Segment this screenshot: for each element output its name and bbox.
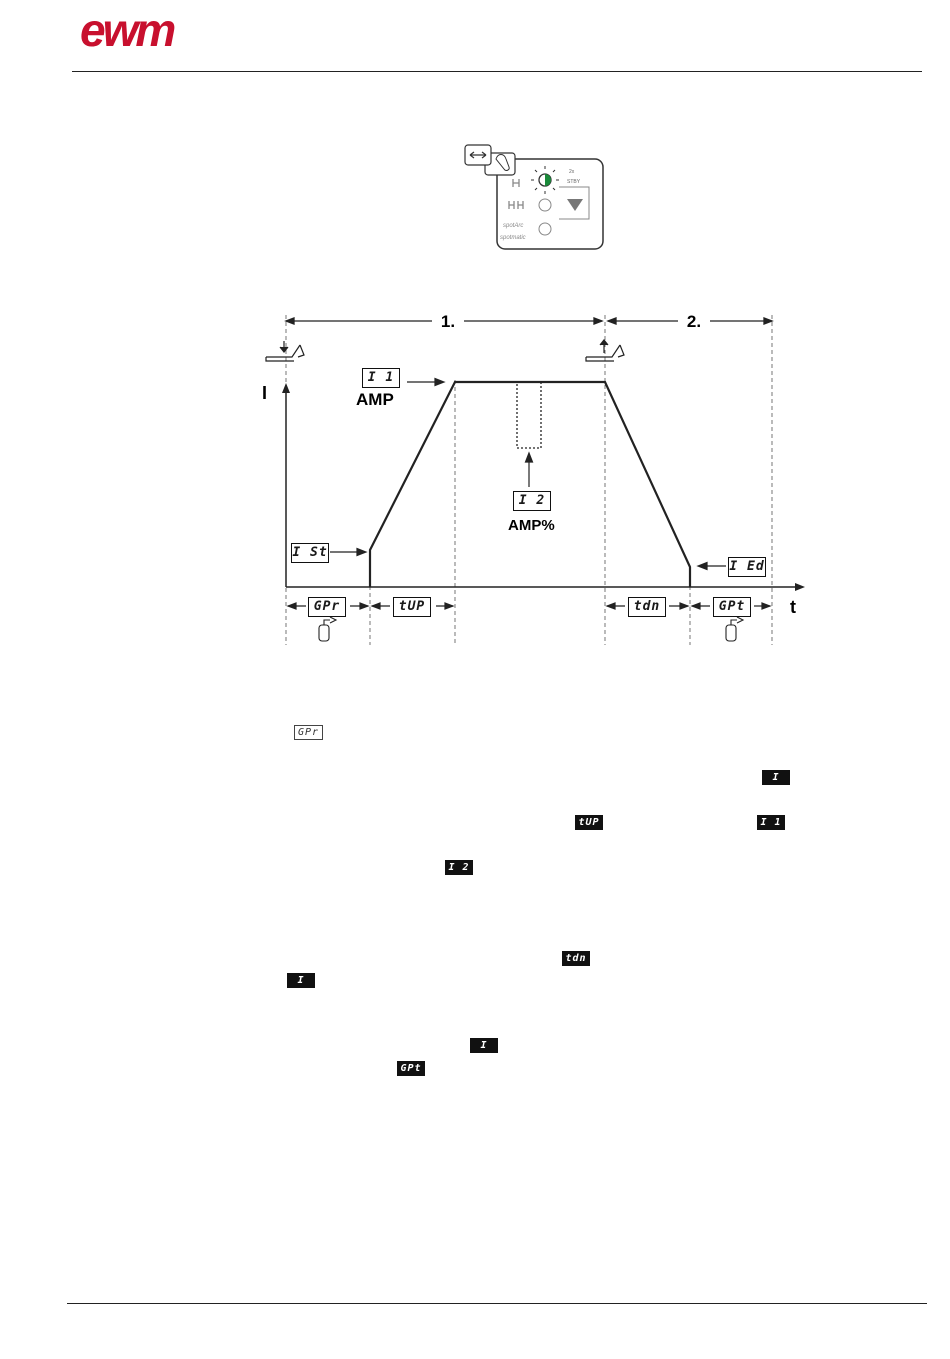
spotmatic-label: spotmatic — [500, 235, 526, 241]
spotarc-label: spotArc — [503, 223, 524, 229]
y-axis-label: I — [262, 383, 268, 403]
double-tap-label: 2x — [569, 169, 575, 175]
i2-unit: AMP% — [508, 517, 555, 534]
tup-code-display: tUP — [393, 597, 431, 617]
i1-unit: AMP — [356, 390, 394, 409]
phase-1-label: 1. — [440, 312, 456, 331]
tdn-code-display: tdn — [628, 597, 666, 617]
inline-gpt-code: GPt — [397, 1061, 425, 1076]
footer-rule — [67, 1303, 927, 1304]
inline-gpr-code: GPr — [294, 725, 323, 740]
ist-code-display: I St — [291, 543, 329, 563]
torch-press-icon — [266, 341, 304, 361]
i2-code-display: I 2 — [513, 491, 551, 511]
inline-ied-code-1: I Ed — [287, 973, 315, 988]
mode-led-2 — [539, 199, 551, 211]
i1-code-display: I 1 — [362, 368, 400, 388]
logo-text: ewm — [80, 8, 174, 52]
gpt-code-display: GPt — [713, 597, 751, 617]
inline-i2-code: I 2 — [445, 860, 473, 875]
ewm-logo — [80, 8, 214, 52]
i2-reduced-current-box — [517, 382, 541, 448]
header-rule — [72, 71, 922, 72]
mode-led-3 — [539, 223, 551, 235]
phase-2-label: 2. — [686, 312, 702, 331]
x-axis-label: t — [790, 597, 796, 617]
ied-code-display: I Ed — [728, 557, 766, 577]
inline-ist-code: I St — [762, 770, 790, 785]
standby-label: STBY — [567, 179, 581, 185]
welding-mode-panel — [463, 143, 605, 251]
inline-tdn-code: tdn — [562, 951, 590, 966]
gas-postflow-icon — [726, 617, 743, 641]
current-profile-line — [370, 382, 690, 587]
gpr-code-display: GPr — [308, 597, 346, 617]
inline-i1-code: I 1 — [757, 815, 785, 830]
gas-preflow-icon — [319, 617, 336, 641]
inline-tup-code: tUP — [575, 815, 603, 830]
inline-ied-code-2: I Ed — [470, 1038, 498, 1053]
